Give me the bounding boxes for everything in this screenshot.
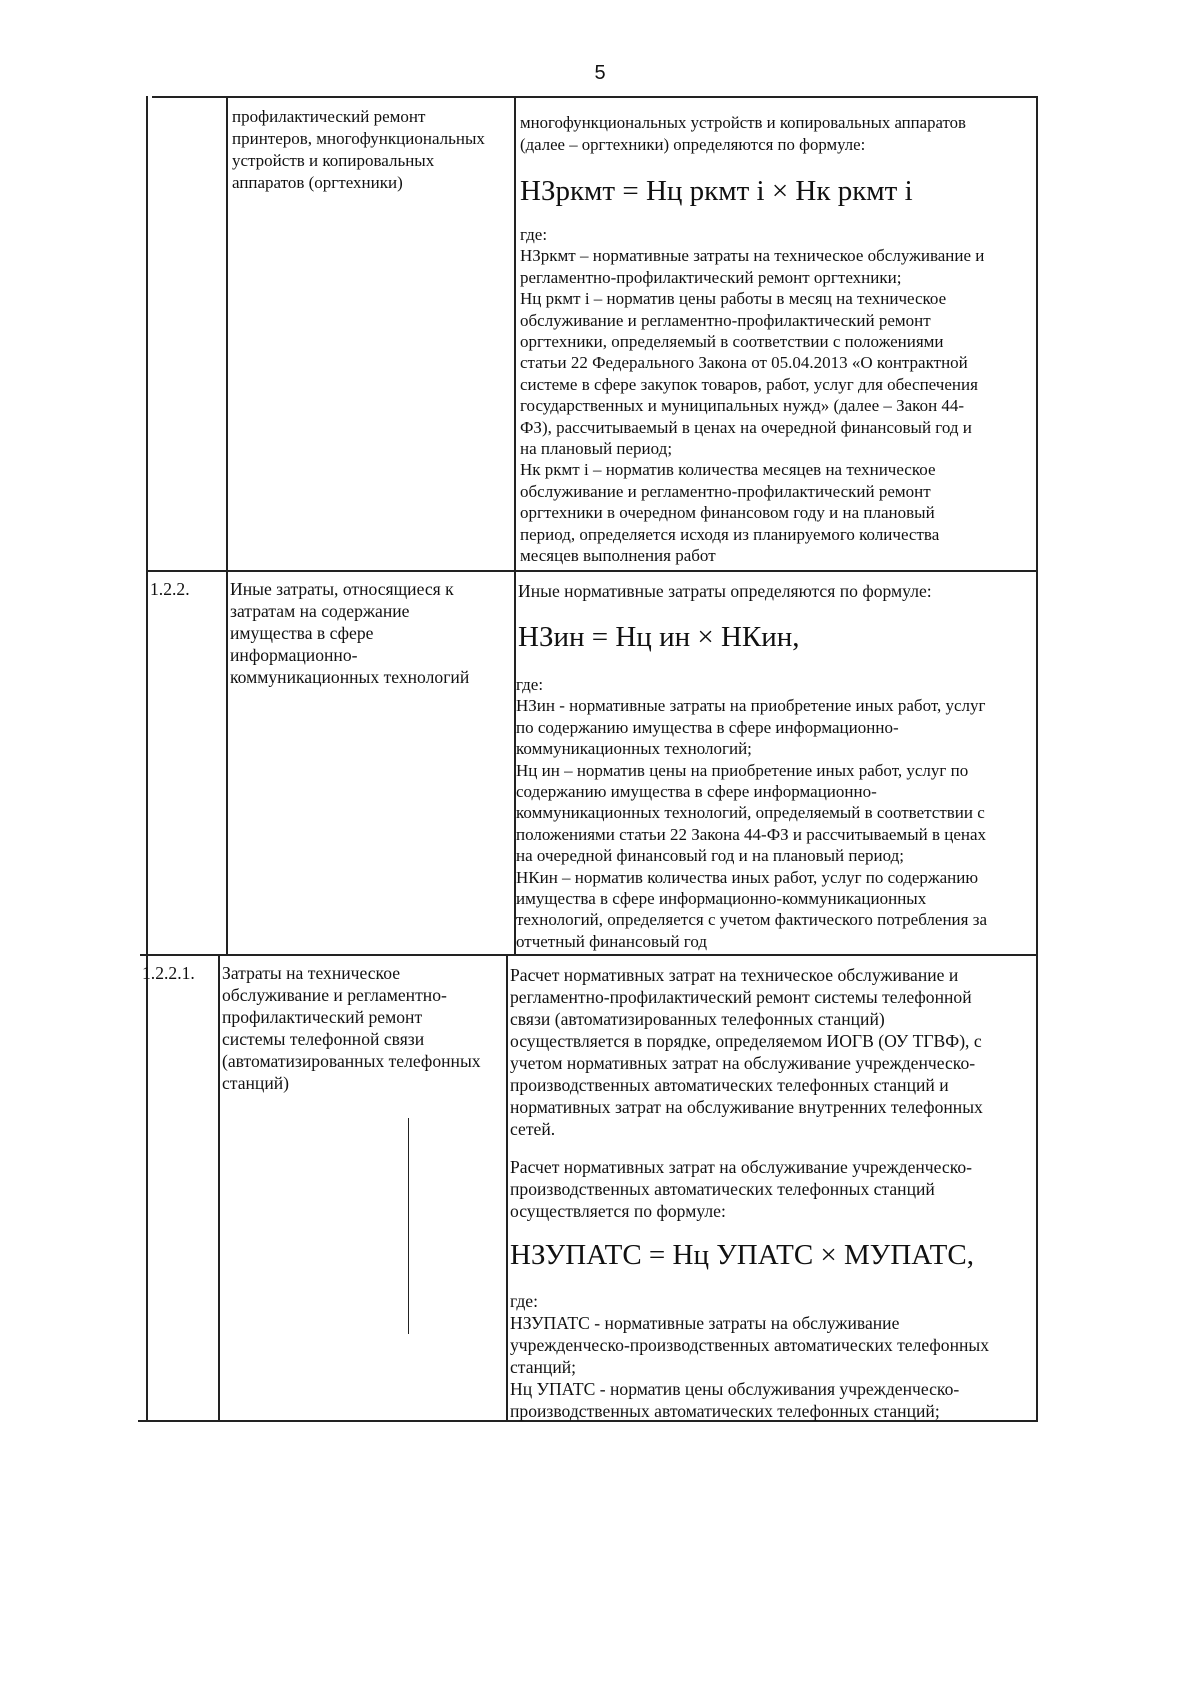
desc-line: станций; (510, 1357, 577, 1377)
desc-line: ФЗ), рассчитываемый в ценах на очередной финансовый год и (520, 417, 972, 437)
desc-line: сетей. (510, 1119, 556, 1139)
desc-line: по содержанию имущества в сфере информационно- (516, 717, 899, 737)
desc-line: регламентно-профилактический ремонт системы телефонной (510, 987, 972, 1007)
desc-line: где: (516, 675, 544, 694)
name-line: (автоматизированных телефонных (222, 1051, 481, 1071)
desc-line: месяцев выполнения работ (520, 546, 716, 566)
name-line: системы телефонной связи (222, 1029, 425, 1049)
row-1-intro (520, 112, 966, 156)
desc-line: Нц УПАТС - норматив цены обслуживания учрежденческо- (510, 1379, 960, 1399)
desc-line: период, определяется исходя из планируемого количества (520, 524, 940, 544)
desc-line: производственных автоматических телефонных станций (510, 1179, 935, 1199)
name-line: коммуникационных технологий (230, 667, 470, 687)
name-line: профилактический ремонт (232, 107, 426, 126)
desc-line: Нц ин – норматив цены на приобретение иных работ, услуг по (516, 760, 969, 780)
row-3-number: 1.2.2.1. (142, 963, 195, 983)
desc-line: положениями статьи 22 Закона 44-ФЗ и рассчитываемый в ценах (516, 824, 987, 844)
desc-line: НЗУПАТС - нормативные затраты на обслуживание (510, 1313, 900, 1333)
row-3-intro (510, 964, 983, 1140)
desc-line: содержанию имущества в сфере информационно- (516, 782, 877, 802)
table-right-border (1036, 96, 1038, 1422)
name-line: аппаратов (оргтехники) (232, 173, 403, 192)
desc-line: коммуникационных технологий; (516, 739, 752, 759)
row-divider-2 (140, 954, 1038, 956)
name-line: имущества в сфере (230, 623, 374, 643)
desc-line: учрежденческо-производственных автоматических телефонных (510, 1335, 990, 1355)
desc-line: на плановый период; (520, 439, 673, 459)
desc-line: учетом нормативных затрат на обслуживание учрежденческо- (510, 1053, 976, 1073)
row-3-formula: НЗУПАТС = Нц УПАТС × МУПАТС, (510, 1239, 974, 1271)
row-2-body (516, 674, 987, 952)
desc-line: отчетный финансовый год (516, 931, 708, 951)
desc-line: обслуживание и регламентно-профилактический ремонт (520, 310, 931, 330)
desc-line: государственных и муниципальных нужд» (далее – Закон 44- (520, 396, 965, 416)
desc-line: статьи 22 Федерального Закона от 05.04.2013 «О контрактной (520, 353, 968, 373)
desc-line: (далее – оргтехники) определяются по формуле: (520, 135, 866, 154)
desc-line: оргтехники в очередном финансовом году и на плановый (520, 503, 935, 523)
desc-line: где: (520, 225, 548, 244)
desc-line: НЗркмт – нормативные затраты на техническое обслуживание и (520, 246, 985, 266)
table-top-border (152, 96, 1038, 98)
row-2-number: 1.2.2. (150, 579, 190, 599)
row-1-body (520, 224, 984, 567)
name-line: Иные затраты, относящиеся к (230, 579, 454, 599)
desc-line: НЗин - нормативные затраты на приобретение иных работ, услуг (516, 696, 986, 716)
desc-line: обслуживание и регламентно-профилактический ремонт (520, 481, 931, 501)
table-left-border (146, 96, 148, 1422)
row-divider-1 (148, 570, 1038, 572)
desc-line: регламентно-профилактический ремонт оргтехники; (520, 267, 902, 287)
name-line: затратам на содержание (230, 601, 410, 621)
name-line: Затраты на техническое (222, 963, 401, 983)
desc-line: производственных автоматических телефонных станций и (510, 1075, 949, 1095)
desc-line: производственных автоматических телефонных станций; (510, 1401, 940, 1421)
desc-line: Расчет нормативных затрат на техническое обслуживание и (510, 965, 959, 985)
desc-line: Иные нормативные затраты определяются по формуле: (518, 581, 932, 601)
desc-line: Расчет нормативных затрат на обслуживание учрежденческо- (510, 1157, 973, 1177)
name-line: обслуживание и регламентно- (222, 985, 447, 1005)
name-line: устройств и копировальных (232, 151, 435, 170)
name-line: информационно- (230, 645, 358, 665)
row-2-name (230, 578, 469, 688)
desc-line: нормативных затрат на обслуживание внутренних телефонных (510, 1097, 983, 1117)
row-3-body (510, 1290, 989, 1422)
desc-line: коммуникационных технологий, определяемый в соответствии с (516, 803, 985, 823)
row-2-intro (518, 580, 932, 602)
desc-line: на очередной финансовый год и на плановый период; (516, 846, 905, 866)
col-divider-2-lower (506, 954, 508, 1422)
name-line: профилактический ремонт (222, 1007, 423, 1027)
desc-line: оргтехники, определяемый в соответствии с положениями (520, 332, 944, 352)
row-3-intro-2 (510, 1156, 972, 1222)
desc-line: Нц ркмт i – норматив цены работы в месяц на техническое (520, 289, 947, 309)
desc-line: НКин – норматив количества иных работ, услуг по содержанию (516, 867, 979, 887)
desc-line: осуществляется в порядке, определяемом ИОГВ (ОУ ТГВФ), с (510, 1031, 982, 1051)
scan-artifact-line (408, 1118, 409, 1334)
name-line: станций) (222, 1073, 290, 1093)
row-1-name (232, 106, 485, 194)
page-number: 5 (594, 62, 606, 84)
desc-line: технологий, определяется с учетом фактического потребления за (516, 910, 987, 930)
row-3-name (222, 962, 481, 1094)
desc-line: Нк ркмт i – норматив количества месяцев на техническое (520, 460, 936, 480)
desc-line: системе в сфере закупок товаров, работ, услуг для обеспечения (520, 374, 978, 394)
row-1-formula: НЗркмт = Нц ркмт i × Нк ркмт i (520, 175, 913, 207)
col-divider-1 (226, 96, 228, 954)
desc-line: где: (510, 1291, 538, 1311)
name-line: принтеров, многофункциональных (232, 129, 485, 148)
desc-line: многофункциональных устройств и копировальных аппаратов (520, 113, 966, 132)
col-divider-1-lower (218, 954, 220, 1422)
desc-line: осуществляется по формуле: (510, 1201, 726, 1221)
row-2-formula: НЗин = Нц ин × НКин, (518, 621, 800, 653)
desc-line: имущества в сфере информационно-коммуникационных (516, 889, 927, 909)
desc-line: связи (автоматизированных телефонных станций) (510, 1009, 885, 1029)
